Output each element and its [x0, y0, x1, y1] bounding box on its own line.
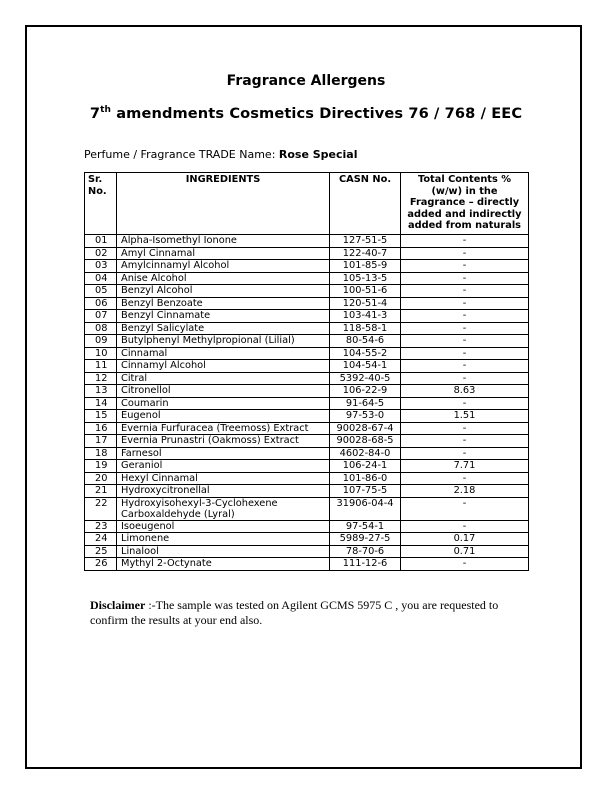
- row-casn-no: 90028-67-4: [330, 422, 401, 435]
- table-row: [85, 435, 529, 448]
- row-sr-no: 07: [85, 310, 117, 323]
- table-row: [85, 297, 529, 310]
- row-ingredient: Anise Alcohol: [117, 272, 330, 285]
- row-casn-no: 105-13-5: [330, 272, 401, 285]
- allergen-table: [84, 172, 529, 571]
- row-sr-no: 25: [85, 545, 117, 558]
- row-casn-no: 127-51-5: [330, 235, 401, 248]
- header-total-contents: Total Contents % (w/w) in the Fragrance – directly added and indirectly added from naturals: [401, 173, 529, 235]
- row-casn-no: 122-40-7: [330, 247, 401, 260]
- row-casn-no: 107-75-5: [330, 485, 401, 498]
- row-total-content: -: [401, 558, 529, 571]
- row-casn-no: 80-54-6: [330, 335, 401, 348]
- row-ingredient: Benzyl Alcohol: [117, 285, 330, 298]
- row-ingredient: Limonene: [117, 533, 330, 546]
- table-row: [85, 533, 529, 546]
- row-ingredient: Eugenol: [117, 410, 330, 423]
- row-casn-no: 120-51-4: [330, 297, 401, 310]
- row-sr-no: 22: [85, 497, 117, 520]
- table-row: [85, 497, 529, 520]
- row-total-content: -: [401, 435, 529, 448]
- row-casn-no: 78-70-6: [330, 545, 401, 558]
- row-ingredient: Cinnamal: [117, 347, 330, 360]
- row-ingredient: Benzyl Cinnamate: [117, 310, 330, 323]
- row-ingredient: Evernia Prunastri (Oakmoss) Extract: [117, 435, 330, 448]
- row-casn-no: 31906-04-4: [330, 497, 401, 520]
- table-row: [85, 322, 529, 335]
- row-casn-no: 4602-84-0: [330, 447, 401, 460]
- row-ingredient: Evernia Furfuracea (Treemoss) Extract: [117, 422, 330, 435]
- row-sr-no: 15: [85, 410, 117, 423]
- row-casn-no: 5392-40-5: [330, 372, 401, 385]
- table-row: [85, 347, 529, 360]
- row-casn-no: 5989-27-5: [330, 533, 401, 546]
- row-sr-no: 03: [85, 260, 117, 273]
- row-sr-no: 26: [85, 558, 117, 571]
- row-casn-no: 106-22-9: [330, 385, 401, 398]
- table-row: [85, 460, 529, 473]
- row-sr-no: 11: [85, 360, 117, 373]
- trade-name-label: Perfume / Fragrance TRADE Name:: [84, 148, 279, 161]
- row-total-content: -: [401, 472, 529, 485]
- row-sr-no: 24: [85, 533, 117, 546]
- row-total-content: -: [401, 397, 529, 410]
- row-total-content: -: [401, 497, 529, 520]
- table-row: [85, 447, 529, 460]
- table-header-row: [85, 173, 529, 235]
- row-ingredient: Mythyl 2-Octynate: [117, 558, 330, 571]
- row-sr-no: 13: [85, 385, 117, 398]
- header-sr-no: Sr. No.: [85, 173, 117, 235]
- row-total-content: 8.63: [401, 385, 529, 398]
- row-total-content: 0.17: [401, 533, 529, 546]
- row-ingredient: Cinnamyl Alcohol: [117, 360, 330, 373]
- row-ingredient: Benzyl Benzoate: [117, 297, 330, 310]
- table-row: [85, 385, 529, 398]
- row-casn-no: 90028-68-5: [330, 435, 401, 448]
- row-sr-no: 18: [85, 447, 117, 460]
- table-row: [85, 272, 529, 285]
- row-sr-no: 09: [85, 335, 117, 348]
- row-sr-no: 19: [85, 460, 117, 473]
- row-sr-no: 17: [85, 435, 117, 448]
- row-casn-no: 111-12-6: [330, 558, 401, 571]
- row-casn-no: 97-54-1: [330, 520, 401, 533]
- table-row: [85, 472, 529, 485]
- row-total-content: -: [401, 372, 529, 385]
- table-row: [85, 545, 529, 558]
- row-ingredient: Amyl Cinnamal: [117, 247, 330, 260]
- row-casn-no: 104-54-1: [330, 360, 401, 373]
- table-row: [85, 520, 529, 533]
- subtitle-prefix: 7: [89, 105, 101, 122]
- table-row: [85, 558, 529, 571]
- table-row: [85, 310, 529, 323]
- table-row: [85, 235, 529, 248]
- header-ingredients: INGREDIENTS: [117, 173, 330, 235]
- row-casn-no: 97-53-0: [330, 410, 401, 423]
- row-sr-no: 21: [85, 485, 117, 498]
- row-ingredient: Citral: [117, 372, 330, 385]
- row-total-content: -: [401, 272, 529, 285]
- disclaimer: [90, 598, 520, 628]
- disclaimer-text: :-The sample was tested on Agilent GCMS 5975 C , you are requested to confirm the results at your end also.: [90, 598, 499, 627]
- row-ingredient: Hydroxyisohexyl-3-Cyclohexene Carboxaldehyde (Lyral): [117, 497, 330, 520]
- trade-name-value: Rose Special: [278, 148, 358, 161]
- row-total-content: -: [401, 285, 529, 298]
- row-total-content: -: [401, 235, 529, 248]
- row-ingredient: Farnesol: [117, 447, 330, 460]
- row-ingredient: Isoeugenol: [117, 520, 330, 533]
- row-sr-no: 05: [85, 285, 117, 298]
- row-ingredient: Butylphenyl Methylpropional (Lilial): [117, 335, 330, 348]
- table-row: [85, 410, 529, 423]
- row-total-content: -: [401, 322, 529, 335]
- row-total-content: 0.71: [401, 545, 529, 558]
- subtitle-rest: amendments Cosmetics Directives 76 / 768 / EEC: [111, 105, 523, 122]
- row-casn-no: 91-64-5: [330, 397, 401, 410]
- row-sr-no: 23: [85, 520, 117, 533]
- row-total-content: 2.18: [401, 485, 529, 498]
- row-total-content: -: [401, 347, 529, 360]
- table-row: [85, 247, 529, 260]
- subtitle-superscript: th: [100, 105, 112, 116]
- row-total-content: -: [401, 335, 529, 348]
- row-ingredient: Amylcinnamyl Alcohol: [117, 260, 330, 273]
- row-total-content: -: [401, 447, 529, 460]
- page-title: Fragrance Allergens: [226, 73, 386, 89]
- table-row: [85, 260, 529, 273]
- row-casn-no: 103-41-3: [330, 310, 401, 323]
- row-total-content: -: [401, 422, 529, 435]
- row-casn-no: 118-58-1: [330, 322, 401, 335]
- row-ingredient: Benzyl Salicylate: [117, 322, 330, 335]
- row-total-content: -: [401, 360, 529, 373]
- table-row: [85, 335, 529, 348]
- row-total-content: -: [401, 520, 529, 533]
- row-ingredient: Coumarin: [117, 397, 330, 410]
- table-row: [85, 422, 529, 435]
- trade-name-line: [84, 148, 358, 161]
- row-total-content: -: [401, 247, 529, 260]
- row-total-content: -: [401, 310, 529, 323]
- row-ingredient: Hydroxycitronellal: [117, 485, 330, 498]
- row-ingredient: Alpha-Isomethyl Ionone: [117, 235, 330, 248]
- row-ingredient: Geraniol: [117, 460, 330, 473]
- table-row: [85, 372, 529, 385]
- table-row: [85, 397, 529, 410]
- row-casn-no: 106-24-1: [330, 460, 401, 473]
- row-total-content: 1.51: [401, 410, 529, 423]
- row-casn-no: 100-51-6: [330, 285, 401, 298]
- page-subtitle: [0, 105, 612, 122]
- row-sr-no: 08: [85, 322, 117, 335]
- row-sr-no: 10: [85, 347, 117, 360]
- table-row: [85, 485, 529, 498]
- row-sr-no: 04: [85, 272, 117, 285]
- row-sr-no: 01: [85, 235, 117, 248]
- row-ingredient: Hexyl Cinnamal: [117, 472, 330, 485]
- row-sr-no: 14: [85, 397, 117, 410]
- row-sr-no: 12: [85, 372, 117, 385]
- row-sr-no: 06: [85, 297, 117, 310]
- row-ingredient: Linalool: [117, 545, 330, 558]
- row-sr-no: 16: [85, 422, 117, 435]
- table-row: [85, 285, 529, 298]
- row-total-content: -: [401, 297, 529, 310]
- row-total-content: 7.71: [401, 460, 529, 473]
- row-ingredient: Citronellol: [117, 385, 330, 398]
- disclaimer-label: Disclaimer: [90, 598, 146, 612]
- header-casn-no: CASN No.: [330, 173, 401, 235]
- table-row: [85, 360, 529, 373]
- row-total-content: -: [401, 260, 529, 273]
- row-sr-no: 02: [85, 247, 117, 260]
- row-casn-no: 101-85-9: [330, 260, 401, 273]
- row-casn-no: 104-55-2: [330, 347, 401, 360]
- row-sr-no: 20: [85, 472, 117, 485]
- row-casn-no: 101-86-0: [330, 472, 401, 485]
